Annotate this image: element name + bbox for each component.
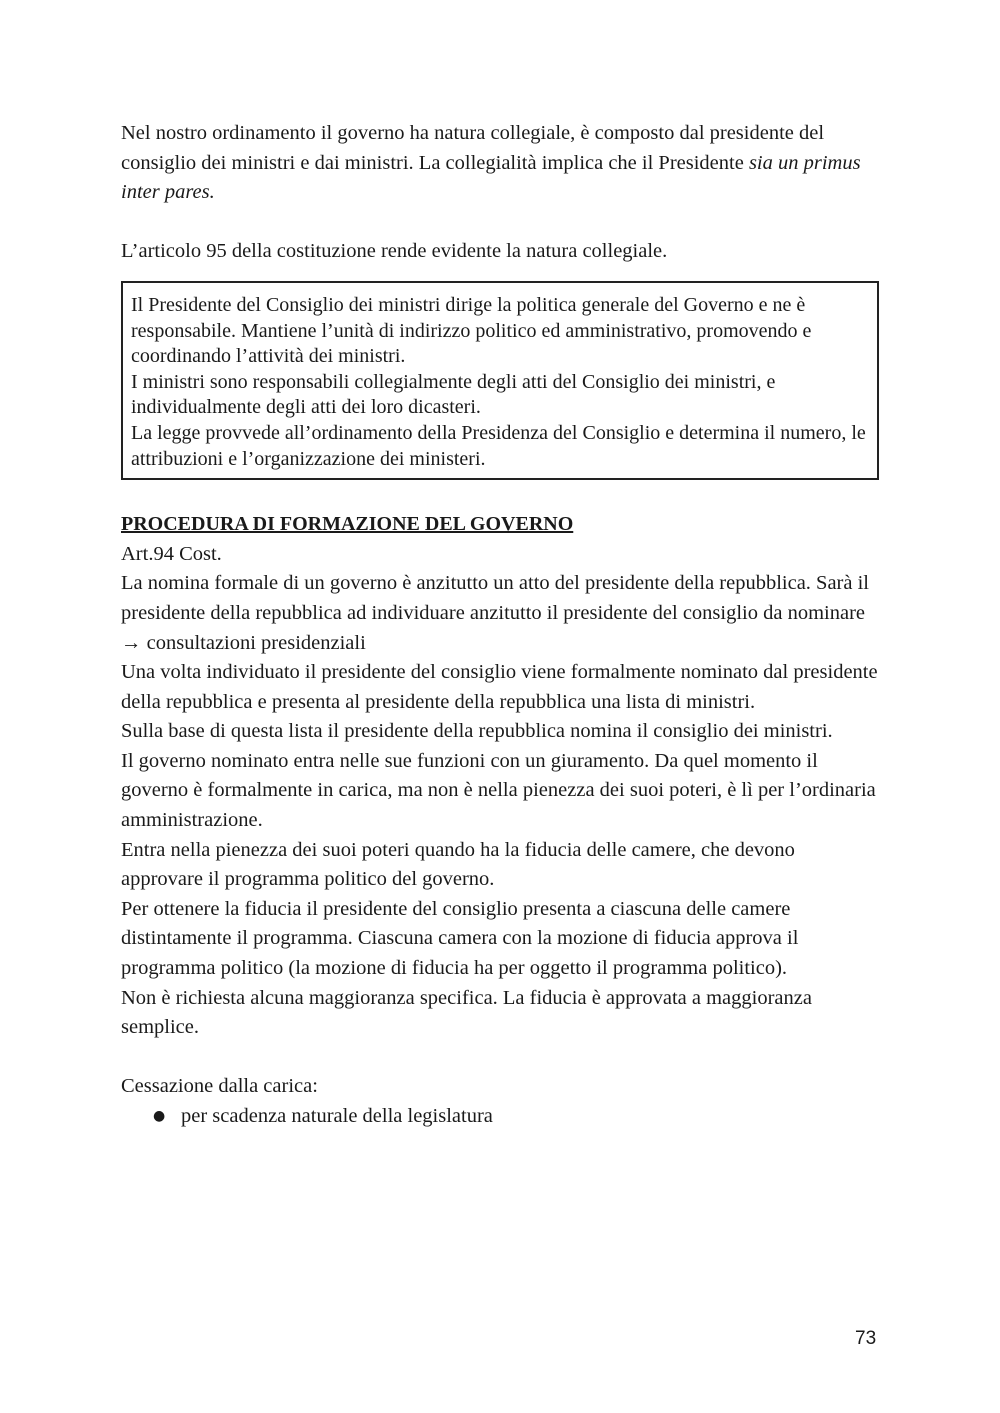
article-95-quote-box [121,281,879,480]
section-paragraph: Non è richiesta alcuna maggioranza specifica. La fiducia è approvata a maggioranza semplice. [121,986,812,1039]
article-reference: L’articolo 95 della costituzione rende evidente la natura collegiale. [121,240,668,263]
section-paragraph: La nomina formale di un governo è anzitutto un atto del presidente della repubblica. Sarà il presidente della repubblica ad individuare anzitutto il presidente del consiglio da nominare → consultazioni presidenziali [121,572,869,654]
intro-italic-text: sia un primus inter pares. [121,151,861,204]
list-item [151,1102,881,1132]
quote-line: I ministri sono responsabili collegialmente degli atti del Consiglio dei ministri, e individualmente degli atti dei loro dicasteri. [131,370,776,419]
spacer [121,208,881,238]
spacer [121,1043,881,1073]
section-paragraph: Entra nella pienezza dei suoi poteri quando ha la fiducia delle camere, che devono approvare il programma politico del governo. [121,838,795,891]
section-paragraph: Sulla base di questa lista il presidente della repubblica nomina il consiglio dei ministri. [121,720,833,743]
section-paragraph: Per ottenere la fiducia il presidente del consiglio presenta a ciascuna delle camere distintamente il programma. Ciascuna camera con la mozione di fiducia approva il programma politico (la mozione di fiducia ha per oggetto il programma politico). [121,897,799,980]
section-paragraph: Il governo nominato entra nelle sue funzioni con un giuramento. Da quel momento il governo è formalmente in carica, ma non è nella pienezza dei suoi poteri, è lì per l’ordinaria amministrazione. [121,749,876,832]
list-item-text: per scadenza naturale della legislatura [181,1105,493,1127]
document-body [121,119,881,1132]
intro-text: Nel nostro ordinamento il governo ha natura collegiale, è composto dal presidente del consiglio dei ministri e dai ministri. La collegialità implica che il Presidente [121,122,825,174]
section-paragraph: Una volta individuato il presidente del consiglio viene formalmente nominato dal presidente della repubblica e presenta al presidente della repubblica una lista di ministri. [121,661,878,713]
cessation-label: Cessazione dalla carica: [121,1075,318,1098]
section-heading: PROCEDURA DI FORMAZIONE DEL GOVERNO [121,513,574,536]
page-number: 73 [855,1328,877,1349]
cessation-list [121,1102,881,1132]
section-paragraph: Art.94 Cost. [121,542,222,565]
intro-paragraph [121,119,881,208]
bullet-icon: ● [153,1108,166,1124]
quote-line: Il Presidente del Consiglio dei ministri dirige la politica generale del Governo e ne è responsabile. Mantiene l’unità di indirizzo politico ed amministrativo, promovendo e coordinando l’attività dei ministri. [131,293,812,368]
quote-line: La legge provvede all’ordinamento della Presidenza del Consiglio e determina il numero, le attribuzioni e l’organizzazione dei ministeri. [131,421,866,470]
